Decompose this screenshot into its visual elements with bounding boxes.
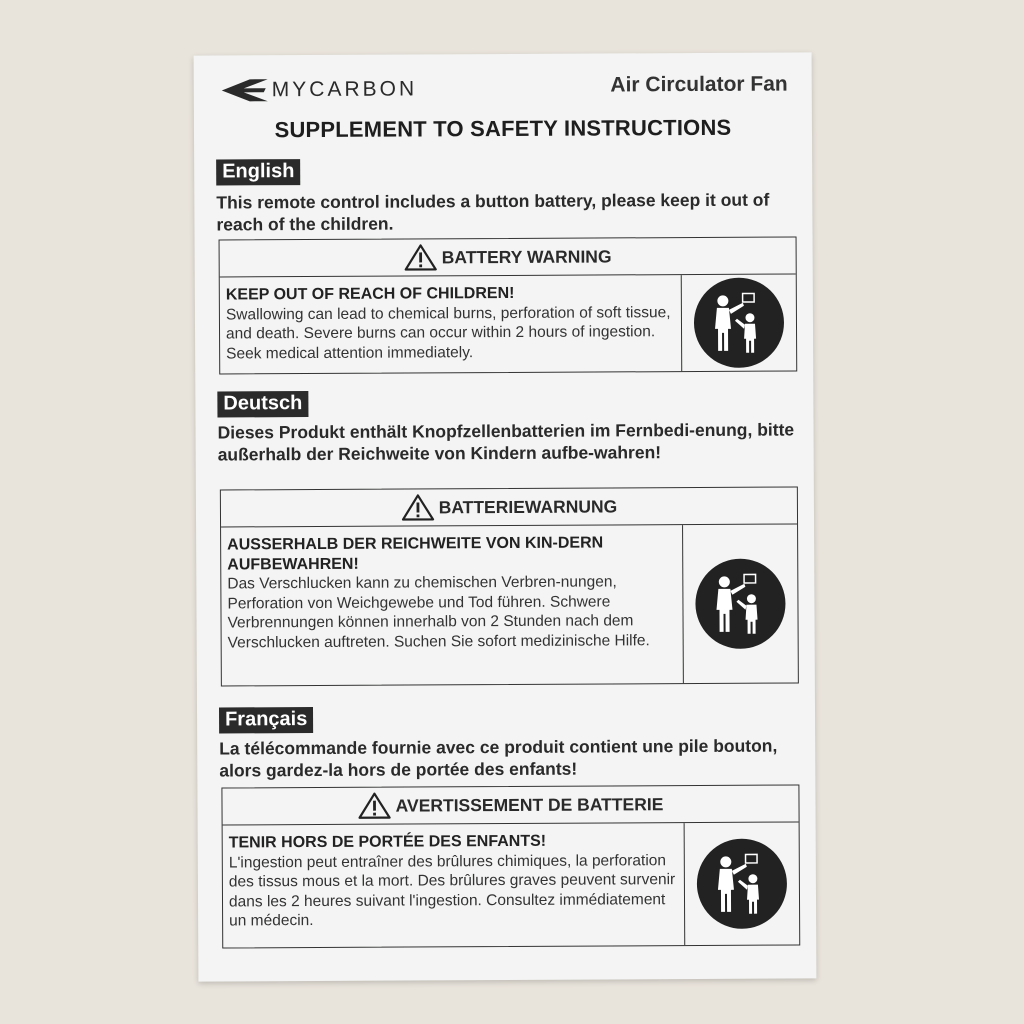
warning-lead: TENIR HORS DE PORTÉE DES ENFANTS! <box>228 832 547 852</box>
warning-header <box>221 487 797 527</box>
intro-francais: La télécommande fournie avec ce produit contient une pile bouton, alors gardez-la hors de portée des enfants! <box>219 735 778 781</box>
warning-text <box>223 823 686 947</box>
warning-triangle-icon <box>401 493 435 521</box>
instruction-sheet <box>194 52 817 981</box>
warning-pictogram <box>682 274 797 371</box>
keep-away-from-children-icon <box>694 558 786 650</box>
warning-box-francais <box>221 784 800 948</box>
language-label-deutsch: Deutsch <box>217 391 308 417</box>
product-name: Air Circulator Fan <box>610 72 788 97</box>
warning-pictogram <box>683 524 798 683</box>
warning-pictogram <box>685 822 800 945</box>
warning-body: Swallowing can lead to chemical burns, perforation of soft tissue, and death. Severe burns can occur within 2 hours of ingestion. Seek medical attention immediately. <box>225 303 671 362</box>
language-label-english: English <box>216 159 300 185</box>
warning-lead: KEEP OUT OF REACH OF CHILDREN! <box>225 284 515 304</box>
warning-body: L'ingestion peut entraîner des brûlures chimiques, la perforation des tissus mous et la mort. Des brûlures graves peuvent survenir dans les 2 heures suivant l'ingestion. Consultez immédiatement un médecin. <box>228 851 676 930</box>
warning-triangle-icon <box>358 792 392 820</box>
warning-header <box>222 785 798 825</box>
warning-title: BATTERIEWARNUNG <box>438 495 618 517</box>
mycarbon-logo-icon <box>220 75 270 105</box>
warning-header <box>220 237 796 277</box>
keep-away-from-children-icon <box>696 838 788 930</box>
warning-lead: AUSSERHALB DER REICHWEITE VON KIN-DERN AUFBEWAHREN! <box>227 534 604 573</box>
warning-box-english <box>219 236 798 374</box>
intro-english: This remote control includes a button battery, please keep it out of reach of the children. <box>216 189 770 235</box>
warning-text <box>221 525 684 685</box>
warning-box-deutsch <box>220 486 799 686</box>
document-title: SUPPLEMENT TO SAFETY INSTRUCTIONS <box>274 114 732 143</box>
warning-text <box>220 275 682 373</box>
brand-logo <box>220 74 418 105</box>
keep-away-from-children-icon <box>693 277 785 369</box>
intro-deutsch: Dieses Produkt enthält Knopfzellenbatterien im Fernbedi-enung, bitte außerhalb der Reichweite von Kindern aufbe-wahren! <box>217 419 795 465</box>
brand-name: MYCARBON <box>271 77 418 102</box>
warning-triangle-icon <box>404 243 438 271</box>
warning-title: AVERTISSEMENT DE BATTERIE <box>395 793 664 816</box>
warning-body: Das Verschlucken kann zu chemischen Verbren-nungen, Perforation von Weichgewebe und Tod führen. Schwere Verbrennungen können innerhalb von 2 Stunden nach dem Verschlucken auftreten. Suchen Sie sofort medizinische Hilfe. <box>227 573 650 651</box>
warning-title: BATTERY WARNING <box>441 245 612 267</box>
language-label-francais: Français <box>219 707 313 733</box>
sheet-header <box>220 69 788 108</box>
